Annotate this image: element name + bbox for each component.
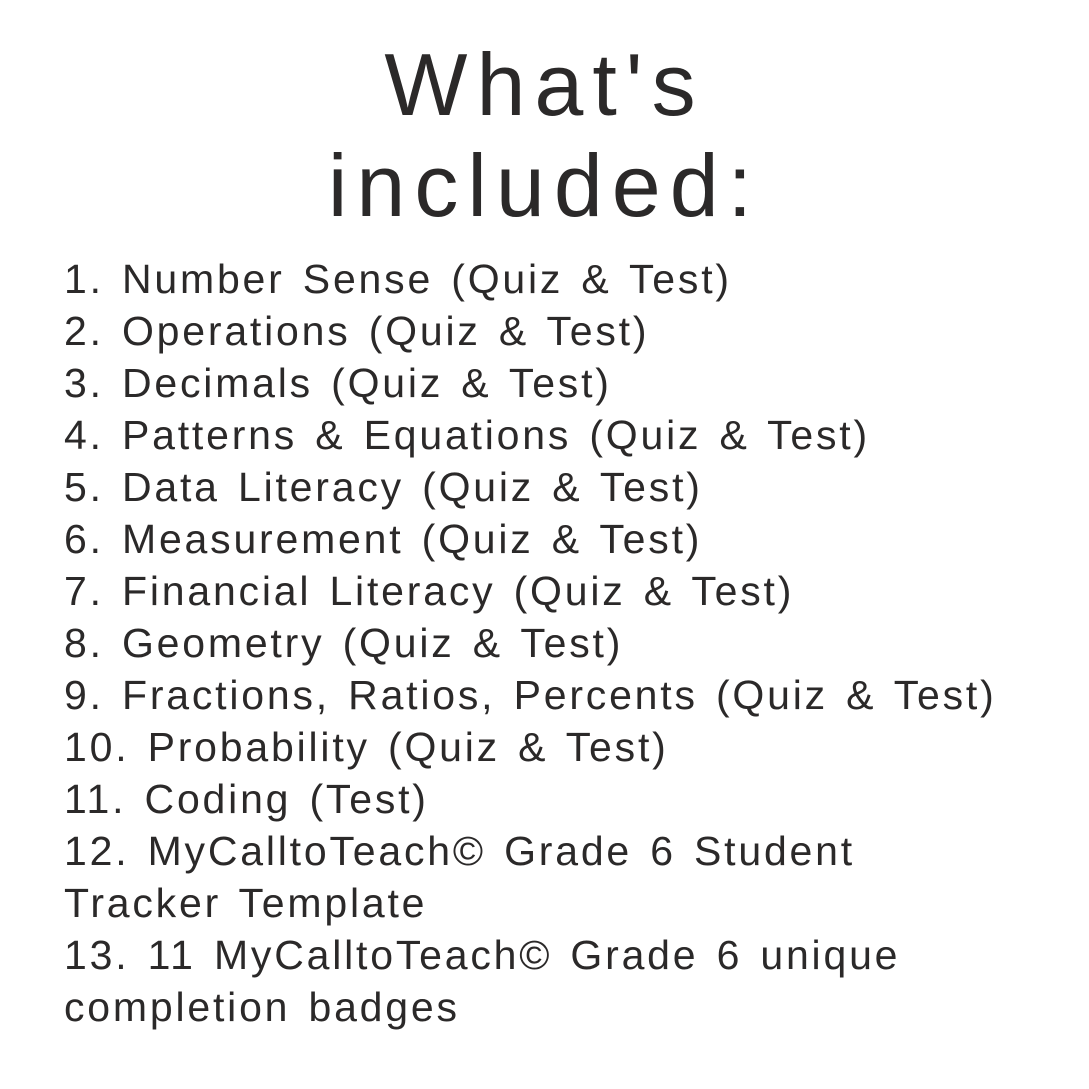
list-item-line: 1. Number Sense (Quiz & Test): [64, 256, 732, 302]
list-item: [64, 513, 1039, 565]
list-item-line: 12. MyCalltoTeach© Grade 6 Student: [64, 828, 855, 874]
list-item: [64, 565, 1039, 617]
list-item: [64, 669, 1039, 721]
list-item-line: 5. Data Literacy (Quiz & Test): [64, 464, 703, 510]
list-item: [64, 409, 1039, 461]
list-item: [64, 253, 1039, 305]
included-list: [0, 253, 1089, 1033]
list-item: [64, 825, 1039, 929]
list-item: [64, 721, 1039, 773]
list-item-line: 11. Coding (Test): [64, 776, 429, 822]
list-item-line: 9. Fractions, Ratios, Percents (Quiz & Test): [64, 672, 997, 718]
page-title-line1: What's: [384, 35, 705, 134]
list-item: [64, 357, 1039, 409]
list-item-line: 8. Geometry (Quiz & Test): [64, 620, 624, 666]
list-item-line: 10. Probability (Quiz & Test): [64, 724, 669, 770]
list-item: [64, 617, 1039, 669]
list-item-line: 13. 11 MyCalltoTeach© Grade 6 unique: [64, 932, 901, 978]
list-item-line: 3. Decimals (Quiz & Test): [64, 360, 612, 406]
list-item-line: 6. Measurement (Quiz & Test): [64, 516, 703, 562]
list-item-line: 7. Financial Literacy (Quiz & Test): [64, 568, 795, 614]
list-item: [64, 773, 1039, 825]
page-title-line2: included:: [327, 136, 762, 235]
list-item-line: 2. Operations (Quiz & Test): [64, 308, 650, 354]
list-item-line: 4. Patterns & Equations (Quiz & Test): [64, 412, 870, 458]
list-item: [64, 929, 1039, 1033]
list-item: [64, 305, 1039, 357]
list-item-line: Tracker Template: [64, 880, 428, 926]
list-item-line: completion badges: [64, 984, 460, 1030]
list-item: [64, 461, 1039, 513]
page-title: [0, 0, 1089, 236]
